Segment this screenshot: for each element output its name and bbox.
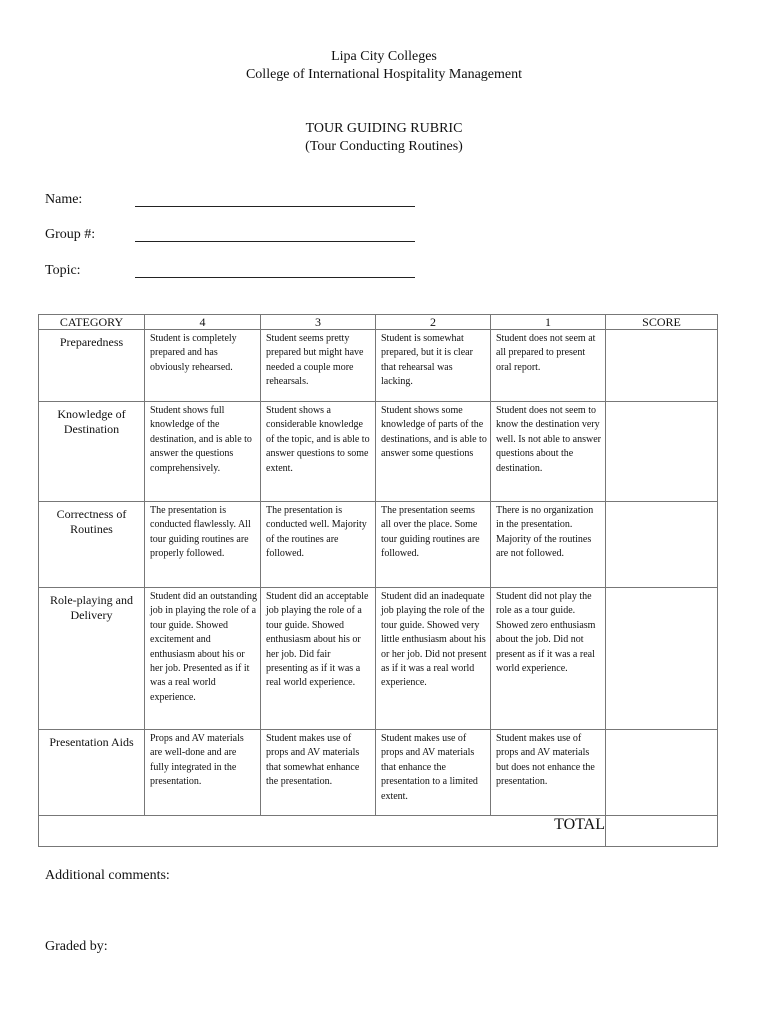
- name-label: Name:: [45, 192, 83, 207]
- criteria-cell: Student does not seem to know the destination very well. Is not able to answer questions about the destination.: [491, 402, 606, 502]
- criteria-cell: The presentation seems all over the place. Some tour guiding routines are followed.: [376, 502, 491, 588]
- header-score-2: 2: [376, 315, 491, 330]
- category-cell: Role-playing and Delivery: [39, 588, 145, 730]
- criteria-cell: Student is completely prepared and has obviously rehearsed.: [145, 330, 261, 402]
- criteria-cell: Props and AV materials are well-done and are fully integrated in the presentation.: [145, 730, 261, 816]
- criteria-cell: Student seems pretty prepared but might have needed a couple more rehearsals.: [261, 330, 376, 402]
- criteria-cell: Student did an acceptable job playing the role of a tour guide. Showed enthusiasm about his or her job. Did fair presenting as if it was a real world experience.: [261, 588, 376, 730]
- score-cell[interactable]: [606, 330, 718, 402]
- criteria-cell: There is no organization in the presentation. Majority of the routines are not followed.: [491, 502, 606, 588]
- header-score-1: 1: [491, 315, 606, 330]
- score-cell[interactable]: [606, 502, 718, 588]
- graded-by-label: Graded by:: [45, 939, 108, 954]
- criteria-cell: Student did an outstanding job in playing the role of a tour guide. Showed excitement and enthusiasm about his or her job. Presented as if it was a real world experience.: [145, 588, 261, 730]
- school-name: Lipa City Colleges: [331, 49, 437, 64]
- group-label: Group #:: [45, 227, 96, 242]
- additional-comments-label: Additional comments:: [45, 868, 170, 883]
- criteria-cell: The presentation is conducted well. Majority of the routines are followed.: [261, 502, 376, 588]
- category-cell: Presentation Aids: [39, 730, 145, 816]
- group-field[interactable]: [135, 241, 415, 242]
- table-row: [39, 330, 718, 402]
- criteria-cell: Student shows a considerable knowledge of the topic, and is able to answer questions to some extent.: [261, 402, 376, 502]
- criteria-cell: Student shows full knowledge of the destination, and is able to answer the questions comprehensively.: [145, 402, 261, 502]
- criteria-cell: Student did not play the role as a tour guide. Showed zero enthusiasm about the job. Did not present as if it was a real world experience.: [491, 588, 606, 730]
- total-score-cell[interactable]: [606, 816, 718, 847]
- header-score-4: 4: [145, 315, 261, 330]
- rubric-subtitle: (Tour Conducting Routines): [305, 139, 463, 154]
- topic-label: Topic:: [45, 263, 81, 278]
- category-cell: Correctness of Routines: [39, 502, 145, 588]
- total-label: TOTAL: [39, 816, 606, 847]
- criteria-cell: The presentation is conducted flawlessly. All tour guiding routines are properly followed.: [145, 502, 261, 588]
- table-row: [39, 588, 718, 730]
- score-cell[interactable]: [606, 730, 718, 816]
- name-field[interactable]: [135, 206, 415, 207]
- total-row: [39, 816, 718, 847]
- topic-field[interactable]: [135, 277, 415, 278]
- criteria-cell: Student is somewhat prepared, but it is clear that rehearsal was lacking.: [376, 330, 491, 402]
- header-score-3: 3: [261, 315, 376, 330]
- criteria-cell: Student does not seem at all prepared to present oral report.: [491, 330, 606, 402]
- score-cell[interactable]: [606, 588, 718, 730]
- college-name: College of International Hospitality Management: [245, 67, 523, 82]
- criteria-cell: Student shows some knowledge of parts of the destinations, and is able to answer some questions: [376, 402, 491, 502]
- category-cell: Knowledge of Destination: [39, 402, 145, 502]
- criteria-cell: Student did an inadequate job playing the role of the tour guide. Showed very little enthusiasm about his or her job. Did not present as if it was a real world experience.: [376, 588, 491, 730]
- category-cell: Preparedness: [39, 330, 145, 402]
- table-row: [39, 730, 718, 816]
- table-row: [39, 502, 718, 588]
- table-header-row: [39, 315, 718, 330]
- rubric-table: [38, 314, 718, 847]
- rubric-title: TOUR GUIDING RUBRIC: [305, 121, 463, 136]
- header-category: CATEGORY: [39, 315, 145, 330]
- score-cell[interactable]: [606, 402, 718, 502]
- criteria-cell: Student makes use of props and AV materials that enhance the presentation to a limited extent.: [376, 730, 491, 816]
- criteria-cell: Student makes use of props and AV materials but does not enhance the presentation.: [491, 730, 606, 816]
- criteria-cell: Student makes use of props and AV materials that somewhat enhance the presentation.: [261, 730, 376, 816]
- header-score: SCORE: [606, 315, 718, 330]
- table-row: [39, 402, 718, 502]
